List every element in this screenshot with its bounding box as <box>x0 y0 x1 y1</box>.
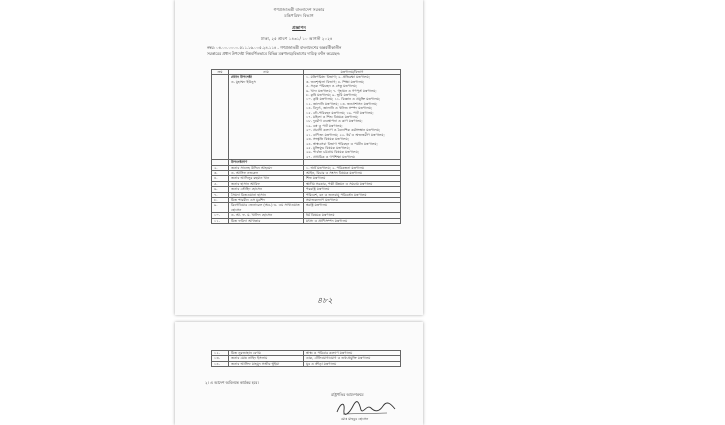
chief-title: প্রধান উপদেষ্টা <box>231 75 252 80</box>
list-item: ২৩. সংস্কৃতি বিষয়ক মন্ত্রণালয়; <box>306 137 349 142</box>
row-serial: ১০. <box>212 213 229 218</box>
list-item: ১৭. মহিলা ও শিশু বিষয়ক মন্ত্রণালয়; <box>306 115 359 120</box>
list-item: ১. মন্ত্রিপরিষদ বিভাগ; ২. প্রতিরক্ষা মন্ত্রণালয়; <box>306 75 370 80</box>
list-item: ৮. কৃষি মন্ত্রণালয়; ৯. ভূমি মন্ত্রণালয়; <box>306 93 358 98</box>
adviser-ministry: সমাজকল্যাণ মন্ত্রণালয় <box>304 197 401 202</box>
portfolio-table-continued <box>211 350 401 367</box>
row-serial: ৬. <box>212 187 229 192</box>
row-serial: ৩. <box>212 170 229 175</box>
row-serial: ১৩. <box>212 356 229 361</box>
adviser-ministry: ধর্ম বিষয়ক মন্ত্রণালয় <box>304 213 401 218</box>
chief-ministries <box>304 75 401 160</box>
row-serial: ১২. <box>212 351 229 356</box>
list-item: ২৬. পার্বত্য চট্টগ্রাম বিষয়ক মন্ত্রণালয়; <box>306 150 359 155</box>
table-row <box>212 181 401 186</box>
adviser-ministry: পরিবেশ, বন ও জলবায়ু পরিবর্তন মন্ত্রণালয় <box>304 192 401 197</box>
chief-cell <box>229 75 304 160</box>
document-type: প্রজ্ঞাপন <box>292 25 306 30</box>
row-serial: ৯. <box>212 203 229 213</box>
adviser-name: মিজ শারমীন এস মুরশিদ <box>229 197 304 202</box>
list-item: ২১. বাণিজ্য মন্ত্রণালয়; ২২. ধর্ম ও অভ্যন্তরীণ মন্ত্রণালয়; <box>306 132 385 137</box>
date-line: ঢাকা, ২৫ শ্রাবণ ১৪৩১/ ১০ আগস্ট ২০২৪ <box>261 36 333 41</box>
adviser-ministry: মৎস্য ও প্রাণিসম্পদ মন্ত্রণালয় <box>304 218 401 223</box>
list-item: ১৮. দুর্যোগ ব্যবস্থাপনা ও ত্রাণ মন্ত্রণালয়; <box>306 119 363 124</box>
list-item: ৩. জনশৃঙ্খলা বিভাগ; ৪. শিক্ষা মন্ত্রণালয়; <box>306 79 365 84</box>
document-page-1 <box>175 0 423 315</box>
row-serial: ৮. <box>212 197 229 202</box>
adviser-name: জনাব মোঃ নাহিদ ইসলাম <box>229 356 304 361</box>
memo-line: নম্বর: ০৪.০০.০০০০.৫১১.১৬.০০৫.২৪.১১৪ - গণপ্রজাতন্ত্রী বাংলাদেশের অন্তর্বর্তীকালীন <box>207 45 342 50</box>
adviser-ministry: স্থানীয় সরকার, পল্লী উন্নয়ন ও সমবায় মন্ত্রণালয় <box>304 181 401 186</box>
header-name: নাম <box>229 70 304 75</box>
adviser-name: জনাব হাসান আরিফ <box>229 181 304 186</box>
table-row <box>212 218 401 223</box>
list-item: ২৫. মুক্তিযুদ্ধ বিষয়ক মন্ত্রণালয়; <box>306 145 350 150</box>
header-serial: ক্রম <box>212 70 229 75</box>
row-serial: ২. <box>212 165 229 170</box>
adviser-name: জনাব সালেহ উদ্দিন আহমেদ <box>229 165 304 170</box>
list-item: ২৪. স্বাস্থ্যসেবা বিভাগ পরিবহন ও পর্যটন মন্ত্রণালয়; <box>306 141 378 146</box>
row-serial: ৪. <box>212 176 229 181</box>
adviser-name: মিজ ফরিদা আখতার <box>229 218 304 223</box>
adviser-ministry: স্বাস্থ্য ও পরিবার কল্যাণ মন্ত্রণালয় <box>304 351 401 356</box>
adviser-name: সৈয়দা রিজওয়ানা হাসান <box>229 192 304 197</box>
adviser-ministry: আইন, বিচার ও সংসদ বিষয়ক মন্ত্রণালয় <box>304 170 401 175</box>
list-item: ১০. কৃষি মন্ত্রণালয়; ১১. বিজ্ঞান ও প্রযুক্তি মন্ত্রণালয়; <box>306 97 381 102</box>
adviser-name: জনাব তৌহিদ হোসেন <box>229 187 304 192</box>
government-heading: গণপ্রজাতন্ত্রী বাংলাদেশ সরকার <box>273 7 325 12</box>
chief-adviser-row <box>212 75 401 160</box>
list-item: ১৯. বস্ত্র ও পাট মন্ত্রণালয়; <box>306 123 343 128</box>
signature-role: রাষ্ট্রপতির আদেশক্রমে <box>331 392 364 397</box>
table-row <box>212 361 401 366</box>
adviser-name: ড. আ. ফ. ম. খালিদ হোসেন <box>229 213 304 218</box>
adviser-ministry: পররাষ্ট্র মন্ত্রণালয় <box>304 187 401 192</box>
adviser-name: জনাব আদিলুর রহমান খান <box>229 176 304 181</box>
division-heading: মন্ত্রিপরিষদ বিভাগ <box>284 13 314 18</box>
signature-scribble <box>335 400 397 416</box>
list-item: ১৫. নৌ-পরিবহন মন্ত্রণালয়; ১৬. পাট মন্ত্রণালয়; <box>306 110 374 115</box>
adviser-name: ড. আসিফ নজরুল <box>229 170 304 175</box>
table-row <box>212 203 401 213</box>
adviser-ministry: যুব ও ক্রীড়া মন্ত্রণালয় <box>304 361 401 366</box>
list-item: ৫. সড়ক পরিবহন ও সেতু মন্ত্রণালয়; <box>306 84 358 89</box>
row-serial: ১৪. <box>212 361 229 366</box>
page-mark: ৪৮২ <box>317 296 333 305</box>
adviser-ministry: ডাক, টেলিযোগাযোগ ও তথ্যপ্রযুক্তি মন্ত্রণালয় <box>304 356 401 361</box>
adviser-name: ব্রিগেডিয়ার জেনারেল (অব.) ড. এম সাখাওয়াত হোসেন <box>229 203 304 213</box>
adviser-ministry: শিল্প মন্ত্রণালয় <box>304 176 401 181</box>
order-line: ২। এ আদেশ অবিলম্বে কার্যকর হবে। <box>205 380 259 385</box>
document-page-2 <box>175 322 423 425</box>
adviser-ministry: ১. অর্থ মন্ত্রণালয়; ২. পরিকল্পনা মন্ত্রণালয় <box>304 165 401 170</box>
portfolio-table <box>211 69 401 224</box>
signatory-name: মোঃ মাহবুব হোসেন <box>341 417 369 421</box>
row-serial: ১১. <box>212 218 229 223</box>
list-item: ১২. জ্বালানি মন্ত্রণালয়; ১৩. জনপ্রশাসন মন্ত্রণালয়; <box>306 101 378 106</box>
row-serial: ৫. <box>212 181 229 186</box>
row-serial: ৭. <box>212 192 229 197</box>
list-item: ২০. প্রবাসী কল্যাণ ও বৈদেশিক কর্মসংস্থান মন্ত্রণালয়; <box>306 128 381 133</box>
adviser-name: জনাব আসিফ মাহমুদ সজীব ভূঁইয়া <box>229 361 304 366</box>
chief-serial <box>212 75 229 160</box>
list-item: ১৪. বিদ্যুৎ, জ্বালানি ও খনিজ সম্পদ মন্ত্রণালয়; <box>306 106 373 111</box>
memo-line-2: সরকারের প্রধান উপদেষ্টা নিম্নবর্ণিতভাবে বিভিন্ন মন্ত্রণালয়/বিভাগের দায়িত্ব বণ্টন করেছেন: <box>207 51 341 56</box>
list-item: ৬. খাদ্য মন্ত্রণালয়; ৭. গৃহায়ন ও গণপূর্ত মন্ত্রণালয়; <box>306 88 377 93</box>
header-ministry: মন্ত্রণালয়/বিভাগ <box>304 70 401 75</box>
list-item: ২৭. প্রাথমিক ও গণশিক্ষা মন্ত্রণালয় <box>306 154 355 159</box>
chief-name: ড. মুহাম্মদ ইউনূস <box>231 79 256 84</box>
adviser-ministry: স্বরাষ্ট্র মন্ত্রণালয় <box>304 203 401 213</box>
adviser-name: মিজ নূরজাহান বেগম <box>229 351 304 356</box>
advisers-heading: উপদেষ্টাগণ <box>229 160 304 165</box>
